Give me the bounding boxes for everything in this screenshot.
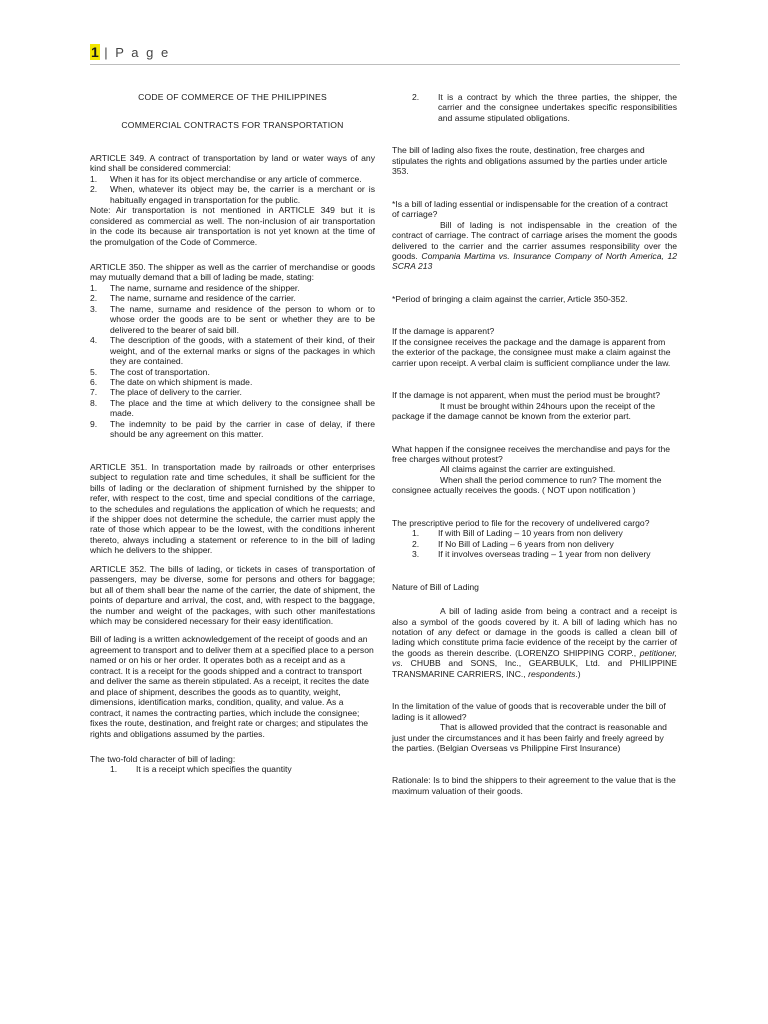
list-item-text: When, whatever its object may be, the carrier is a merchant or is habitually engaged in transportation for the public.	[110, 184, 375, 205]
question-commence: When shall the period commence to run? The moment the consignee actually receives the goods. ( NOT upon notification )	[392, 474, 662, 496]
list-item-text: It is a contract by which the three parties, the shipper, the carrier and the consignee undertakes specific responsibilities and assume stipulated obligations.	[438, 92, 677, 123]
list-item-number: 1.	[110, 764, 118, 775]
list-item	[90, 335, 375, 366]
nature-body-text: A bill of lading aside from being a contract and a receipt is also a symbol of the goods covered by it. A bill of lading which has no notation of any defect or damage in the goods is called a clean bill of lading which constitute prima facie evidence of the receipt by the carrier of the goods as therein describe. (LORENZO SHIPPING CORP.,	[392, 606, 677, 658]
list-item	[90, 367, 375, 377]
list-item	[392, 549, 677, 559]
article-350-list	[90, 283, 375, 440]
article-349	[90, 153, 375, 247]
list-item-text: The description of the goods, with a statement of their kind, of their weight, and of the external marks or signs of the packages in which they are contained.	[110, 335, 375, 367]
list-item	[392, 539, 677, 549]
list-item-number: 1.	[90, 282, 98, 293]
list-item-text: The date on which shipment is made.	[110, 376, 253, 387]
article-349-lead: ARTICLE 349. A contract of transportation by land or water ways of any kind shall be considered commercial:	[90, 152, 375, 174]
list-item-number: 1.	[90, 173, 98, 184]
nature-body	[392, 606, 677, 679]
list-item	[90, 304, 375, 335]
list-item-text: The name, surname and residence of the person to whom or to whose order the goods are to be sent or whether they are to be delivered to the bearer of said bill.	[110, 303, 375, 335]
list-item-text: If it involves overseas trading – 1 year from non delivery	[438, 549, 651, 560]
bill-of-lading-definition: Bill of lading is a written acknowledgement of the receipt of goods and an agreement to transport and to deliver them at a specified place to a person named or on his or her order. It operates both as a receipt and as a contract. It is a receipt for the goods shipped and a contract to transport and deliver the same as therein stipulated. As a receipt, it recites the date and place of shipment, describes the goods as to quantity, weight, dimensions, identification marks, condition, quality, and value. As a contract, it names the contracting parties, which include the consignee; fixes the route, destination, and freight rate or charges; and stipulates the rights and obligations assumed by the parties.	[90, 634, 374, 739]
list-item-text: The cost of transportation.	[110, 366, 210, 377]
limitation-answer: That is allowed provided that the contract is reasonable and just under the circumstances and it has been fairly and freely agreed by the parties. (Belgian Overseas vs Philippine First Insurance)	[392, 722, 667, 754]
list-item-text: If No Bill of Lading – 6 years from non delivery	[438, 538, 614, 549]
list-item	[90, 283, 375, 293]
list-item	[90, 764, 375, 774]
list-item-number: 6.	[90, 376, 98, 387]
question-not-apparent: If the damage is not apparent, when must the period must be brought?	[392, 390, 661, 401]
document-title: CODE OF COMMERCE OF THE PHILIPPINES	[138, 92, 327, 102]
question-essential: *Is a bill of lading essential or indispensable for the creation of a contract of carriage?	[392, 198, 668, 220]
twofold-character-heading: The two-fold character of bill of lading:	[90, 754, 236, 765]
twofold-list	[90, 764, 375, 774]
article-351: ARTICLE 351. In transportation made by railroads or other enterprises subject to regulation rate and time schedules, it shall be sufficient for the bills of lading or the declaration of shipment furnished by the shipper to refer, with respect to the cost, time and special conditions of the carriage, to the schedules and regulations the application of which he requests; and if the shipper does not determine the schedule, the carrier must apply the rate of those which appear to be the lowest, with the conditions inherent thereto, always including a statement or reference to in the bill of lading which he delivers to the shipper.	[90, 461, 375, 556]
prescriptive-period-list	[392, 528, 677, 559]
answer-essential	[392, 220, 677, 272]
list-item-text: The name, surname and residence of the shipper.	[110, 282, 300, 293]
list-item	[90, 377, 375, 387]
limitation-question: In the limitation of the value of goods that is recoverable under the bill of lading is it allowed?	[392, 701, 666, 722]
list-item-number: 2.	[412, 92, 420, 102]
list-item	[392, 528, 677, 538]
article-352: ARTICLE 352. The bills of lading, or tickets in cases of transportation of passengers, may be diverse, some for persons and others for baggage; but all of them shall bear the name of the carrier, the date of shipment, the points of departure and arrival, the cost, and, with respect to the baggage, the number and weight of the packages, with such other manifestations which may be considered necessary for their easy identification.	[90, 563, 375, 627]
left-column	[90, 92, 375, 775]
list-item-number: 1.	[412, 528, 420, 539]
prescriptive-period-question: The prescriptive period to file for the recovery of undelivered cargo?	[392, 517, 650, 528]
article-350	[90, 262, 375, 440]
list-item	[90, 174, 375, 184]
bill-of-lading-fixes: The bill of lading also fixes the route, destination, free charges and stipulates the rights and obligations assumed by the parties under article 353.	[392, 145, 668, 177]
list-item-number: 9.	[90, 418, 98, 429]
nature-heading: Nature of Bill of Lading	[392, 581, 479, 592]
article-349-note: Note: Air transportation is not mentioned in ARTICLE 349 but it is considered as commercial as well. The non-inclusion of air transportation in the code its because air transportation is not yet known at the time of the promulgation of the Code of Commerce.	[90, 205, 375, 247]
period-claim: *Period of bringing a claim against the carrier, Article 350-352.	[392, 293, 628, 304]
list-item-number: 4.	[90, 335, 98, 346]
list-item-text: It is a receipt which specifies the quantity	[136, 764, 292, 775]
answer-not-apparent: It must be brought within 24hours upon the receipt of the package if the damage cannot be known from the exterior part.	[392, 400, 655, 422]
list-item-number: 5.	[90, 366, 98, 377]
list-item	[90, 398, 375, 419]
list-item-number: 2.	[412, 538, 420, 549]
list-item-number: 8.	[90, 397, 98, 408]
page-number: 1	[91, 44, 99, 60]
nature-parties: CHUBB and SONS, Inc., GEARBULK, Ltd. and PHILIPPINE TRANSMARINE CARRIERS, INC.,	[392, 658, 677, 679]
list-item	[90, 293, 375, 303]
nature-end: .)	[575, 668, 581, 679]
list-item	[90, 419, 375, 440]
nature-petitioner: petitioner, vs.	[392, 647, 678, 669]
list-item	[90, 184, 375, 205]
list-item-number: 2.	[90, 293, 98, 304]
article-350-lead: ARTICLE 350. The shipper as well as the carrier of merchandise or goods may mutually demand that a bill of lading be made, stating:	[90, 261, 375, 283]
article-349-list	[90, 174, 375, 205]
document-subtitle: COMMERCIAL CONTRACTS FOR TRANSPORTATION	[121, 120, 344, 131]
right-column	[392, 92, 677, 796]
answer-apparent: If the consignee receives the package and the damage is apparent from the exterior of the package, the consignee must make a claim against the carrier upon receipt. A verbal claim is sufficient compliance under the law.	[392, 336, 671, 368]
list-item-text: The indemnity to be paid by the carrier in case of delay, if there should be any agreement on this matter.	[110, 418, 375, 440]
list-item-text: The name, surname and residence of the carrier.	[110, 293, 296, 304]
list-item	[90, 387, 375, 397]
question-protest: What happen if the consignee receives the merchandise and pays for the free charges without protest?	[392, 443, 671, 464]
list-item-number: 3.	[90, 303, 98, 314]
rationale: Rationale: Is to bind the shippers to their agreement to the value that is the maximum valuation of their goods.	[392, 775, 676, 796]
answer-protest: All claims against the carrier are extinguished.	[440, 464, 616, 475]
list-item-text: When it has for its object merchandise or any article of commerce.	[110, 173, 362, 184]
nature-respondents: respondents	[528, 668, 576, 679]
list-item	[392, 92, 677, 123]
list-item-number: 7.	[90, 387, 98, 398]
question-apparent: If the damage is apparent?	[392, 326, 495, 337]
list-item-number: 3.	[412, 549, 420, 560]
answer-essential-text: Bill of lading is not indispensable in the creation of the contract of carriage. The contract of carriage arises the moment the goods delivered to the carrier and the carrier assumes responsibility over the goods.	[392, 219, 677, 261]
twofold-list-continued	[392, 92, 677, 123]
answer-essential-citation: Compania Martima vs. Insurance Company of North America, 12 SCRA 213	[392, 250, 677, 272]
list-item-text: The place of delivery to the carrier.	[110, 387, 242, 398]
list-item-number: 2.	[90, 184, 98, 195]
page-header	[90, 44, 680, 65]
list-item-text: If with Bill of Lading – 10 years from non delivery	[438, 528, 623, 539]
list-item-text: The place and the time at which delivery to the consignee shall be made.	[110, 397, 375, 419]
page-label: | P a g e	[104, 45, 171, 60]
